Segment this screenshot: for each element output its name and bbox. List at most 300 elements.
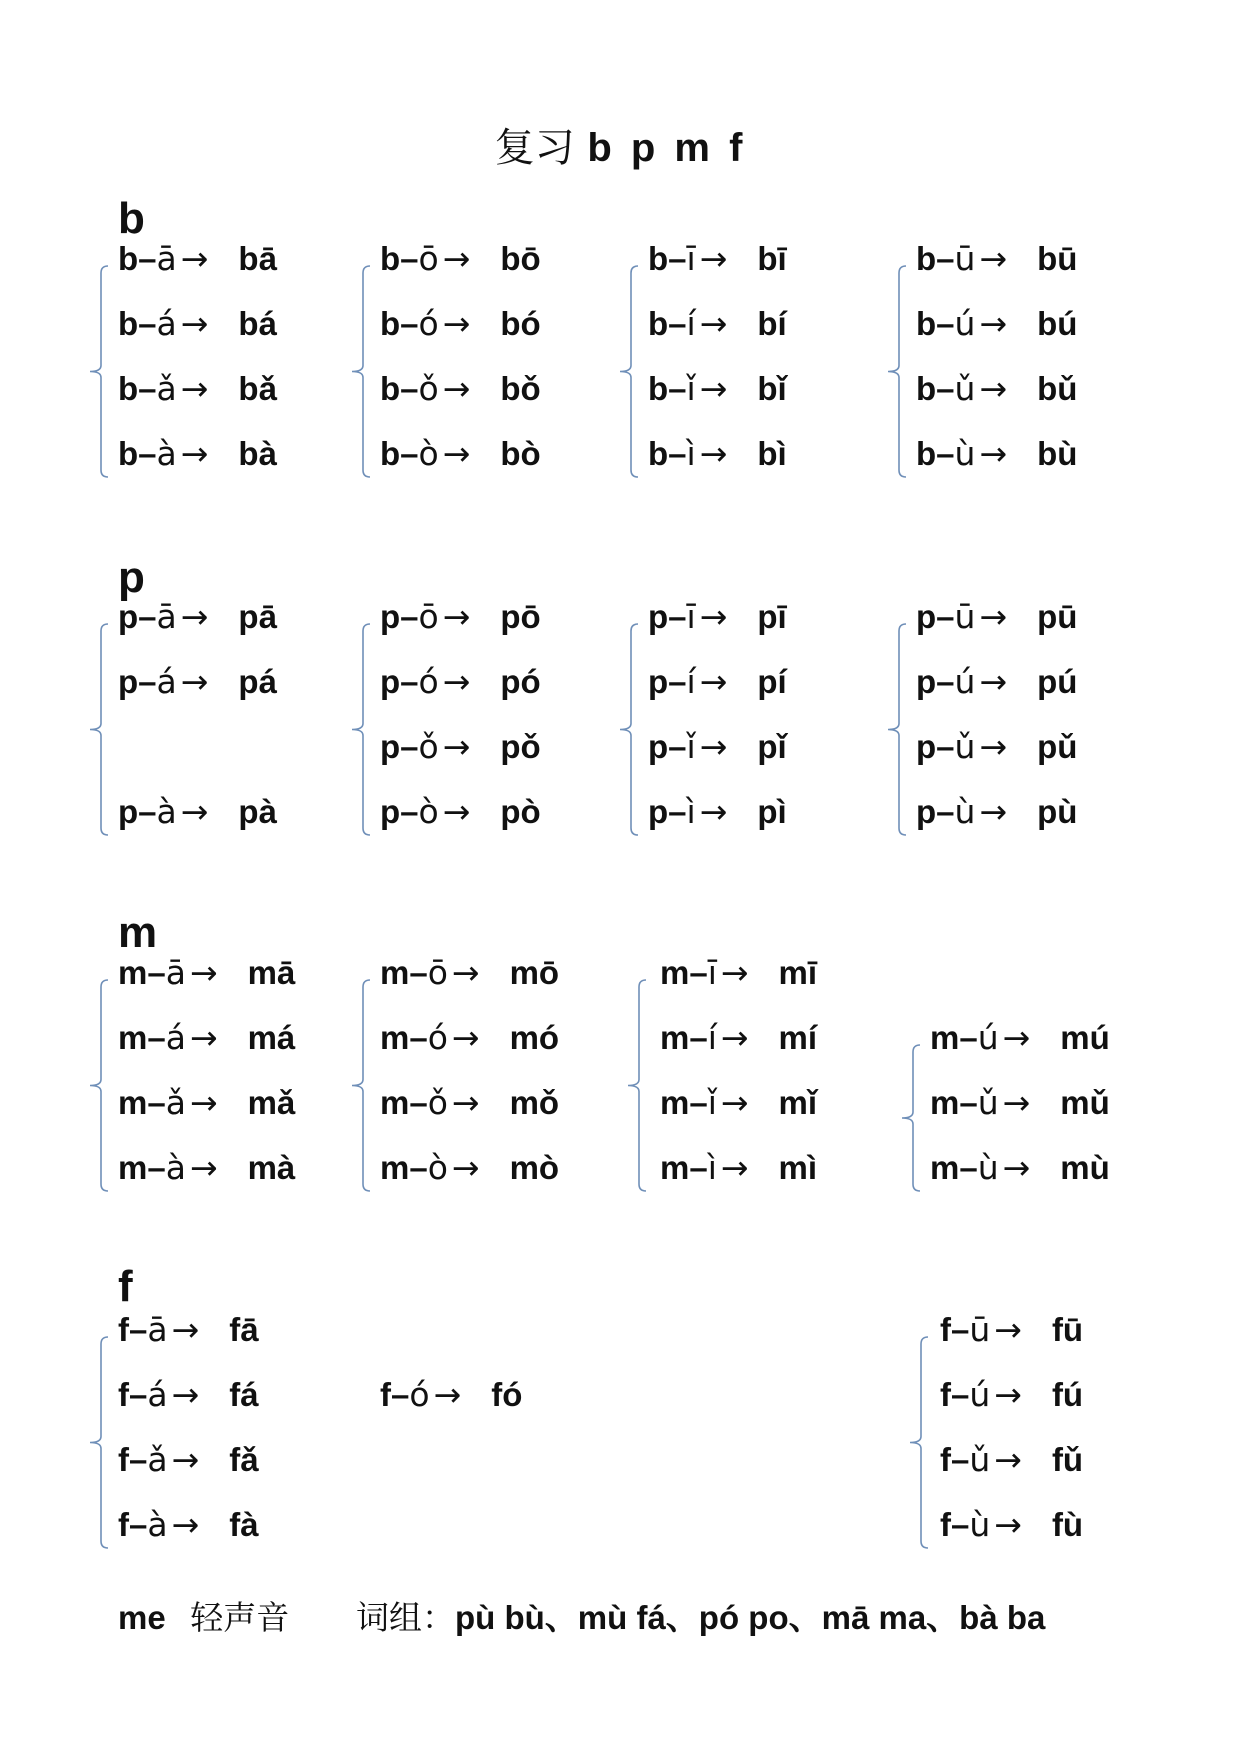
final: ǔ [954, 727, 976, 766]
arrow-icon: → [720, 1083, 749, 1122]
joiner-dash: – [936, 728, 955, 765]
final: ǔ [969, 1440, 991, 1479]
combined-syllable: má [247, 1019, 296, 1056]
combined-syllable: bū [1037, 240, 1078, 277]
spelling-row [930, 1083, 1110, 1123]
spelling-row [118, 239, 277, 279]
initial: m [118, 954, 148, 991]
arrow-icon: → [699, 239, 728, 278]
joiner-dash: – [409, 1084, 428, 1121]
joiner-dash: – [689, 1019, 708, 1056]
combined-syllable: bà [238, 435, 277, 472]
final: ù [954, 434, 976, 473]
final: ò [427, 1148, 448, 1187]
combined-syllable: bǎ [238, 370, 277, 407]
final: ǐ [686, 727, 696, 766]
final: ō [418, 239, 439, 278]
combined-syllable: bī [757, 240, 787, 277]
arrow-icon: → [189, 953, 218, 992]
spelling-row [648, 369, 787, 409]
combined-syllable: mǒ [509, 1084, 560, 1121]
spelling-row [648, 239, 787, 279]
joiner-dash: – [129, 1376, 148, 1413]
spelling-row [380, 792, 541, 832]
final: ú [954, 304, 976, 343]
spelling-row [660, 1148, 817, 1188]
spelling-row [380, 662, 541, 702]
spelling-row [118, 1440, 259, 1480]
joiner-dash: – [409, 1019, 428, 1056]
joiner-dash: – [668, 663, 687, 700]
initial: m [118, 1084, 148, 1121]
joiner-dash: – [129, 1506, 148, 1543]
spelling-row [380, 434, 541, 474]
joiner-dash: – [936, 793, 955, 830]
bracket-mark [616, 623, 640, 836]
initial: b [118, 435, 139, 472]
final: ī [686, 597, 696, 636]
joiner-dash: – [138, 435, 157, 472]
spelling-row [118, 597, 277, 637]
words-list: pù bù、mù fá、pó po、mā ma、bà ba [455, 1599, 1046, 1636]
combined-syllable: pì [757, 793, 787, 830]
arrow-icon: → [699, 597, 728, 636]
initial: p [648, 598, 669, 635]
initial: b [380, 435, 401, 472]
initial: f [940, 1311, 951, 1348]
joiner-dash: – [138, 793, 157, 830]
initial: p [380, 793, 401, 830]
arrow-icon: → [720, 1018, 749, 1057]
initial: m [660, 1149, 690, 1186]
neutral-syllable: me [118, 1599, 166, 1636]
joiner-dash: – [400, 598, 419, 635]
combined-syllable: fù [1051, 1506, 1084, 1543]
spelling-row [648, 434, 787, 474]
combined-syllable: mó [509, 1019, 560, 1056]
joiner-dash: – [668, 728, 687, 765]
arrow-icon: → [451, 1148, 480, 1187]
final: ū [969, 1310, 991, 1349]
joiner-dash: – [959, 1084, 978, 1121]
joiner-dash: – [147, 1149, 166, 1186]
page-title [0, 118, 1241, 178]
initial: b [118, 370, 139, 407]
initial: p [916, 728, 937, 765]
joiner-dash: – [668, 598, 687, 635]
arrow-icon: → [180, 792, 209, 831]
final: ú [969, 1375, 991, 1414]
combined-syllable: bú [1037, 305, 1078, 342]
final: í [686, 662, 696, 701]
spelling-row [380, 727, 541, 767]
initial: f [118, 1506, 129, 1543]
final: à [156, 792, 177, 831]
arrow-icon: → [442, 727, 471, 766]
arrow-icon: → [994, 1375, 1022, 1414]
spelling-row [118, 953, 295, 993]
final: ó [409, 1375, 430, 1414]
final: ù [954, 792, 976, 831]
combined-syllable: pǐ [757, 728, 787, 765]
initial: f [118, 1376, 129, 1413]
final: ò [418, 792, 439, 831]
combined-syllable: pū [1037, 598, 1078, 635]
final: ì [686, 792, 696, 831]
joiner-dash: – [400, 370, 419, 407]
bracket-mark [898, 1044, 922, 1192]
joiner-dash: – [951, 1311, 970, 1348]
joiner-dash: – [138, 305, 157, 342]
arrow-icon: → [171, 1310, 200, 1349]
arrow-icon: → [442, 304, 471, 343]
spelling-row [916, 369, 1077, 409]
joiner-dash: – [668, 370, 687, 407]
arrow-icon: → [1002, 1018, 1031, 1057]
final: ǐ [686, 369, 696, 408]
joiner-dash: – [147, 954, 166, 991]
combined-syllable: mā [247, 954, 296, 991]
final: ī [707, 953, 717, 992]
combined-syllable: pá [238, 663, 277, 700]
initial: b [916, 240, 937, 277]
section-label-f: f [118, 1262, 133, 1311]
spelling-row [648, 304, 787, 344]
joiner-dash: – [936, 598, 955, 635]
combined-syllable: bó [500, 305, 541, 342]
arrow-icon: → [180, 662, 209, 701]
spelling-row [648, 662, 787, 702]
arrow-icon: → [720, 1148, 749, 1187]
arrow-icon: → [699, 792, 728, 831]
spelling-row [660, 1083, 817, 1123]
initial: p [118, 598, 139, 635]
initial: m [930, 1149, 960, 1186]
initial: b [380, 240, 401, 277]
joiner-dash: – [689, 1149, 708, 1186]
final: ō [418, 597, 439, 636]
initial: f [118, 1441, 129, 1478]
joiner-dash: – [400, 305, 419, 342]
combined-syllable: bā [238, 240, 277, 277]
final: ī [686, 239, 696, 278]
spelling-row [118, 369, 277, 409]
final: ǎ [156, 369, 177, 408]
combined-syllable: mī [778, 954, 818, 991]
bracket-mark [348, 623, 372, 836]
final: á [156, 304, 177, 343]
title-cn: 复习 [494, 125, 575, 171]
initial: p [648, 728, 669, 765]
spelling-row [380, 1148, 559, 1188]
final: ǐ [707, 1083, 717, 1122]
combined-syllable: mǔ [1060, 1084, 1110, 1121]
arrow-icon: → [189, 1083, 218, 1122]
initial: b [380, 305, 401, 342]
word-groups [356, 1596, 1045, 1640]
spelling-row [660, 1018, 817, 1058]
combined-syllable: mǐ [778, 1084, 818, 1121]
combined-syllable: mà [247, 1149, 296, 1186]
spelling-row [916, 662, 1077, 702]
joiner-dash: – [129, 1311, 148, 1348]
initial: m [380, 954, 410, 991]
arrow-icon: → [180, 369, 209, 408]
initial: m [660, 1084, 690, 1121]
final: á [165, 1018, 186, 1057]
combined-syllable: pǒ [500, 728, 541, 765]
arrow-icon: → [979, 369, 1008, 408]
bracket-mark [86, 1336, 110, 1549]
arrow-icon: → [979, 239, 1008, 278]
joiner-dash: – [129, 1441, 148, 1478]
joiner-dash: – [689, 954, 708, 991]
initial: b [118, 240, 139, 277]
arrow-icon: → [189, 1018, 218, 1057]
arrow-icon: → [442, 239, 471, 278]
final: ǔ [954, 369, 976, 408]
final: í [707, 1018, 717, 1057]
initial: b [648, 305, 669, 342]
combined-syllable: fǔ [1051, 1441, 1084, 1478]
initial: b [118, 305, 139, 342]
arrow-icon: → [442, 597, 471, 636]
spelling-row [380, 369, 541, 409]
final: ò [418, 434, 439, 473]
joiner-dash: – [391, 1376, 410, 1413]
combined-syllable: fú [1051, 1376, 1084, 1413]
spelling-row [930, 1018, 1110, 1058]
initial: p [118, 663, 139, 700]
combined-syllable: bǔ [1037, 370, 1078, 407]
final: ú [977, 1018, 999, 1057]
arrow-icon: → [979, 662, 1008, 701]
final: ǎ [165, 1083, 186, 1122]
initial: b [648, 370, 669, 407]
spelling-row [940, 1440, 1083, 1480]
final: ǎ [147, 1440, 168, 1479]
joiner-dash: – [147, 1019, 166, 1056]
joiner-dash: – [668, 435, 687, 472]
arrow-icon: → [1002, 1083, 1031, 1122]
neutral-tone-note [118, 1596, 289, 1640]
initial: m [380, 1019, 410, 1056]
initial: m [380, 1149, 410, 1186]
joiner-dash: – [409, 954, 428, 991]
combined-syllable: bí [757, 305, 787, 342]
joiner-dash: – [689, 1084, 708, 1121]
combined-syllable: bù [1037, 435, 1078, 472]
spelling-row [380, 1083, 559, 1123]
initial: f [380, 1376, 391, 1413]
initial: b [648, 435, 669, 472]
spelling-row [648, 597, 787, 637]
joiner-dash: – [668, 240, 687, 277]
initial: m [118, 1149, 148, 1186]
bracket-mark [348, 265, 372, 478]
combined-syllable: fū [1051, 1311, 1084, 1348]
initial: f [940, 1376, 951, 1413]
combined-syllable: pī [757, 598, 787, 635]
spelling-row [380, 1018, 559, 1058]
combined-syllable: pō [500, 598, 541, 635]
initial: p [380, 598, 401, 635]
final: ū [954, 239, 976, 278]
spelling-row [916, 434, 1077, 474]
arrow-icon: → [180, 597, 209, 636]
joiner-dash: – [138, 663, 157, 700]
spelling-row [118, 1375, 259, 1415]
combined-syllable: bì [757, 435, 787, 472]
spelling-row [940, 1375, 1083, 1415]
spelling-row [118, 1505, 259, 1545]
joiner-dash: – [936, 370, 955, 407]
initial: m [660, 954, 690, 991]
arrow-icon: → [979, 434, 1008, 473]
combined-syllable: fǎ [229, 1441, 259, 1478]
arrow-icon: → [442, 792, 471, 831]
bracket-mark [86, 979, 110, 1192]
final: ǒ [418, 369, 439, 408]
initial: p [916, 598, 937, 635]
bracket-mark [616, 265, 640, 478]
initial: p [648, 663, 669, 700]
joiner-dash: – [668, 305, 687, 342]
final: à [147, 1505, 168, 1544]
combined-syllable: pù [1037, 793, 1078, 830]
spelling-row [648, 792, 787, 832]
spelling-row [916, 304, 1077, 344]
spelling-row [118, 1018, 295, 1058]
joiner-dash: – [936, 305, 955, 342]
spelling-row [380, 239, 541, 279]
arrow-icon: → [1002, 1148, 1031, 1187]
combined-syllable: pā [238, 598, 277, 635]
final: á [147, 1375, 168, 1414]
combined-syllable: mō [509, 954, 560, 991]
final: ū [954, 597, 976, 636]
combined-syllable: mù [1060, 1149, 1110, 1186]
arrow-icon: → [994, 1310, 1022, 1349]
arrow-icon: → [180, 239, 209, 278]
final: ǒ [418, 727, 439, 766]
arrow-icon: → [994, 1440, 1022, 1479]
final: ó [418, 662, 439, 701]
joiner-dash: – [138, 240, 157, 277]
final: ō [427, 953, 448, 992]
arrow-icon: → [979, 597, 1008, 636]
final: ā [156, 239, 177, 278]
arrow-icon: → [699, 304, 728, 343]
initial: f [940, 1506, 951, 1543]
joiner-dash: – [400, 435, 419, 472]
arrow-icon: → [442, 434, 471, 473]
joiner-dash: – [147, 1084, 166, 1121]
joiner-dash: – [400, 240, 419, 277]
bracket-mark [906, 1336, 930, 1549]
combined-syllable: pú [1037, 663, 1078, 700]
joiner-dash: – [936, 435, 955, 472]
arrow-icon: → [442, 662, 471, 701]
spelling-row [118, 792, 277, 832]
spelling-row [380, 597, 541, 637]
arrow-icon: → [442, 369, 471, 408]
bracket-mark [86, 623, 110, 836]
bracket-mark [884, 623, 908, 836]
final: í [686, 304, 696, 343]
spelling-row [940, 1310, 1083, 1350]
bracket-mark [86, 265, 110, 478]
final: ā [165, 953, 186, 992]
arrow-icon: → [699, 434, 728, 473]
combined-syllable: mǎ [247, 1084, 296, 1121]
arrow-icon: → [699, 369, 728, 408]
joiner-dash: – [400, 793, 419, 830]
arrow-icon: → [451, 953, 480, 992]
spelling-row [118, 1310, 259, 1350]
combined-syllable: bò [500, 435, 541, 472]
combined-syllable: fā [229, 1311, 259, 1348]
initial: b [916, 370, 937, 407]
spelling-row [940, 1505, 1083, 1545]
joiner-dash: – [951, 1506, 970, 1543]
spelling-row [118, 304, 277, 344]
arrow-icon: → [979, 792, 1008, 831]
title-latin: b p m f [587, 126, 747, 170]
initial: p [916, 793, 937, 830]
initial: b [916, 305, 937, 342]
initial: b [648, 240, 669, 277]
final: à [156, 434, 177, 473]
spelling-row [380, 953, 559, 993]
final: ā [147, 1310, 168, 1349]
combined-syllable: mò [509, 1149, 560, 1186]
initial: m [118, 1019, 148, 1056]
initial: p [118, 793, 139, 830]
neutral-label: 轻声音 [190, 1598, 290, 1637]
joiner-dash: – [959, 1149, 978, 1186]
arrow-icon: → [180, 304, 209, 343]
bracket-mark [348, 979, 372, 1192]
final: ó [427, 1018, 448, 1057]
arrow-icon: → [171, 1505, 200, 1544]
initial: f [940, 1441, 951, 1478]
final: ó [418, 304, 439, 343]
joiner-dash: – [138, 598, 157, 635]
combined-syllable: fó [491, 1376, 523, 1413]
section-label-b: b [118, 194, 145, 243]
combined-syllable: pí [757, 663, 787, 700]
combined-syllable: pó [500, 663, 541, 700]
initial: p [380, 663, 401, 700]
initial: m [380, 1084, 410, 1121]
combined-syllable: fà [229, 1506, 259, 1543]
arrow-icon: → [171, 1440, 200, 1479]
initial: p [648, 793, 669, 830]
spelling-row [916, 727, 1077, 767]
joiner-dash: – [409, 1149, 428, 1186]
spelling-row [660, 953, 817, 993]
initial: p [380, 728, 401, 765]
joiner-dash: – [951, 1441, 970, 1478]
arrow-icon: → [720, 953, 749, 992]
initial: f [118, 1311, 129, 1348]
combined-syllable: mì [778, 1149, 818, 1186]
joiner-dash: – [400, 663, 419, 700]
spelling-row [648, 727, 787, 767]
arrow-icon: → [180, 434, 209, 473]
joiner-dash: – [668, 793, 687, 830]
